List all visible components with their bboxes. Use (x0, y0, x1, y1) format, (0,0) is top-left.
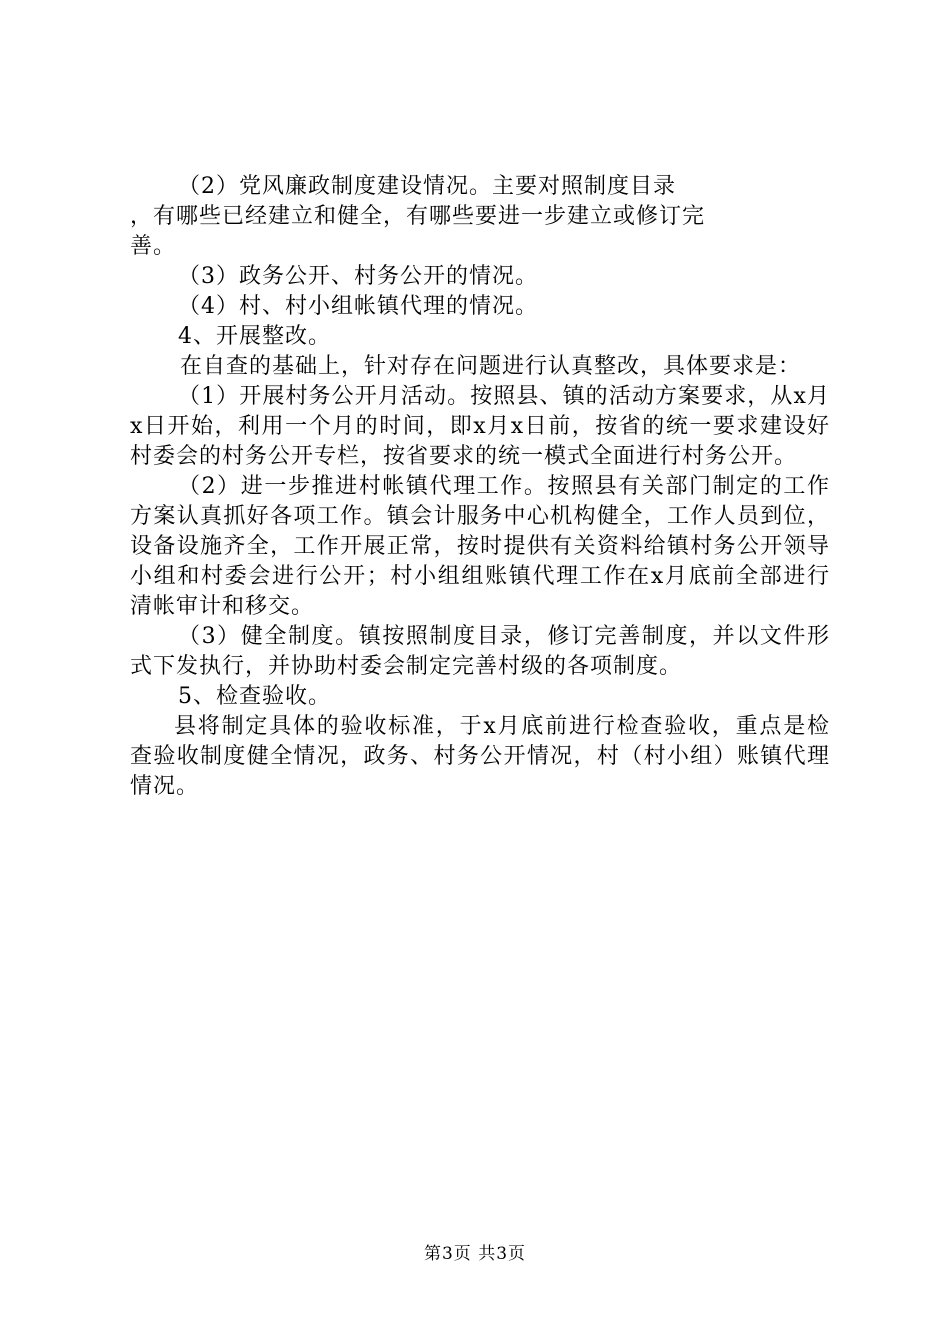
paragraph-acceptance-standards: 县将制定具体的验收标准，于x月底前进行检查验收，重点是检查验收制度健全情况，政务、村务公开情况，村（村小组）账镇代理情况。 (130, 714, 830, 799)
paragraph-government-affairs-disclosure: （3）政务公开、村务公开的情况。 (178, 264, 538, 289)
document-body (130, 172, 830, 802)
paragraph-line: （2）党风廉政制度建设情况。主要对照制度目录 (178, 174, 676, 199)
heading-rectification: 4、开展整改。 (178, 324, 331, 349)
paragraph-account-agency-work: （2）进一步推进村帐镇代理工作。按照县有关部门制定的工作方案认真抓好各项工作。镇会计服务中心机构健全，工作人员到位，设备设施齐全，工作开展正常，按时提供有关资料给镇村务公开领导小组和村委会进行公开；村小组组账镇代理工作在x月底前全部进行清帐审计和移交。 (130, 474, 830, 619)
paragraph-self-inspection: 在自查的基础上，针对存在问题进行认真整改，具体要求是： (180, 354, 802, 379)
paragraph-improve-systems: （3）健全制度。镇按照制度目录，修订完善制度，并以文件形式下发执行，并协助村委会制定完善村级的各项制度。 (130, 624, 830, 679)
paragraph-village-accounts-agency: （4）村、村小组帐镇代理的情况。 (178, 294, 538, 319)
paragraph-party-clean-governance (130, 172, 830, 262)
paragraph-disclosure-month: （1）开展村务公开月活动。按照县、镇的活动方案要求，从x月x日开始，利用一个月的时间，即x月x日前，按省的统一要求建设好村委会的村务公开专栏，按省要求的统一模式全面进行村务公开。 (130, 384, 830, 469)
paragraph-line: ，有哪些已经建立和健全，有哪些要进一步建立或修订完 (130, 204, 706, 229)
heading-inspection-acceptance: 5、检查验收。 (178, 684, 331, 709)
page-footer: 第3页 共3页 (423, 1244, 527, 1264)
paragraph-line: 善。 (130, 234, 177, 259)
